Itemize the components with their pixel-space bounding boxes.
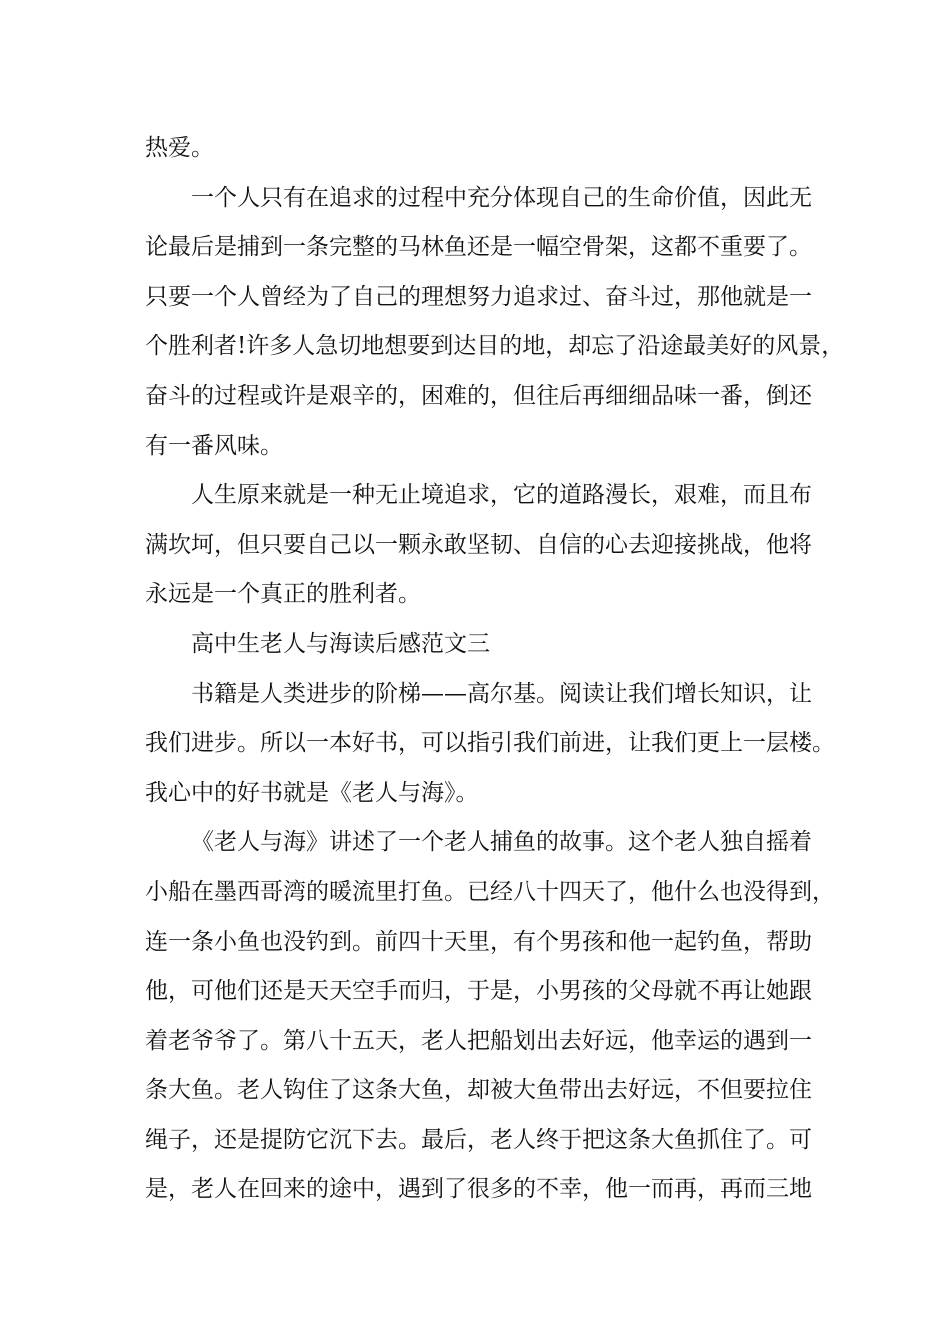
text-line: 热爱。 [145,135,214,161]
text-line: 满坎坷，但只要自己以一颗永敢坚韧、自信的心去迎接挑战，他将 [145,531,812,558]
text-line: 论最后是捕到一条完整的马林鱼还是一幅空骨架，这都不重要了。 [145,234,812,261]
text-line: 我心中的好书就是《老人与海》。 [145,779,479,806]
text-line: 高中生老人与海读后感范文三 [191,630,490,657]
text-line: 书籍是人类进步的阶梯——高尔基。阅读让我们增长知识，让 [191,680,812,707]
text-line: 他，可他们还是天天空手而归，于是，小男孩的父母就不再让她跟 [145,978,812,1005]
text-line: 一个人只有在追求的过程中充分体现自己的生命价值，因此无 [191,184,812,211]
text-line: 绳子，还是提防它沉下去。最后，老人终于把这条大鱼抓住了。可 [145,1126,812,1153]
text-line: 条大鱼。老人钩住了这条大鱼，却被大鱼带出去好远，不但要拉住 [145,1077,812,1104]
text-line: 永远是一个真正的胜利者。 [145,581,421,608]
text-line: 个胜利者!许多人急切地想要到达目的地，却忘了沿途最美好的风景， [145,333,845,360]
document-body [145,124,845,1215]
text-line: 小船在墨西哥湾的暖流里打鱼。已经八十四天了，他什么也没得到， [145,878,835,905]
text-line: 我们进步。所以一本好书，可以指引我们前进，让我们更上一层楼。 [145,730,835,757]
text-line: 连一条小鱼也没钓到。前四十天里，有个男孩和他一起钓鱼，帮助 [145,928,812,955]
text-line: 只要一个人曾经为了自己的理想努力追求过、奋斗过，那他就是一 [145,283,812,310]
text-line: 人生原来就是一种无止境追求，它的道路漫长，艰难，而且布 [191,482,812,509]
text-line: 《老人与海》讲述了一个老人捕鱼的故事。这个老人独自摇着 [191,829,812,856]
text-line: 有一番风味。 [145,432,283,459]
text-line: 奋斗的过程或许是艰辛的，困难的，但往后再细细品味一番，倒还 [145,382,812,409]
text-line: 是，老人在回来的途中，遇到了很多的不幸，他一而再，再而三地 [145,1176,812,1203]
text-line: 着老爷爷了。第八十五天，老人把船划出去好远，他幸运的遇到一 [145,1027,812,1054]
